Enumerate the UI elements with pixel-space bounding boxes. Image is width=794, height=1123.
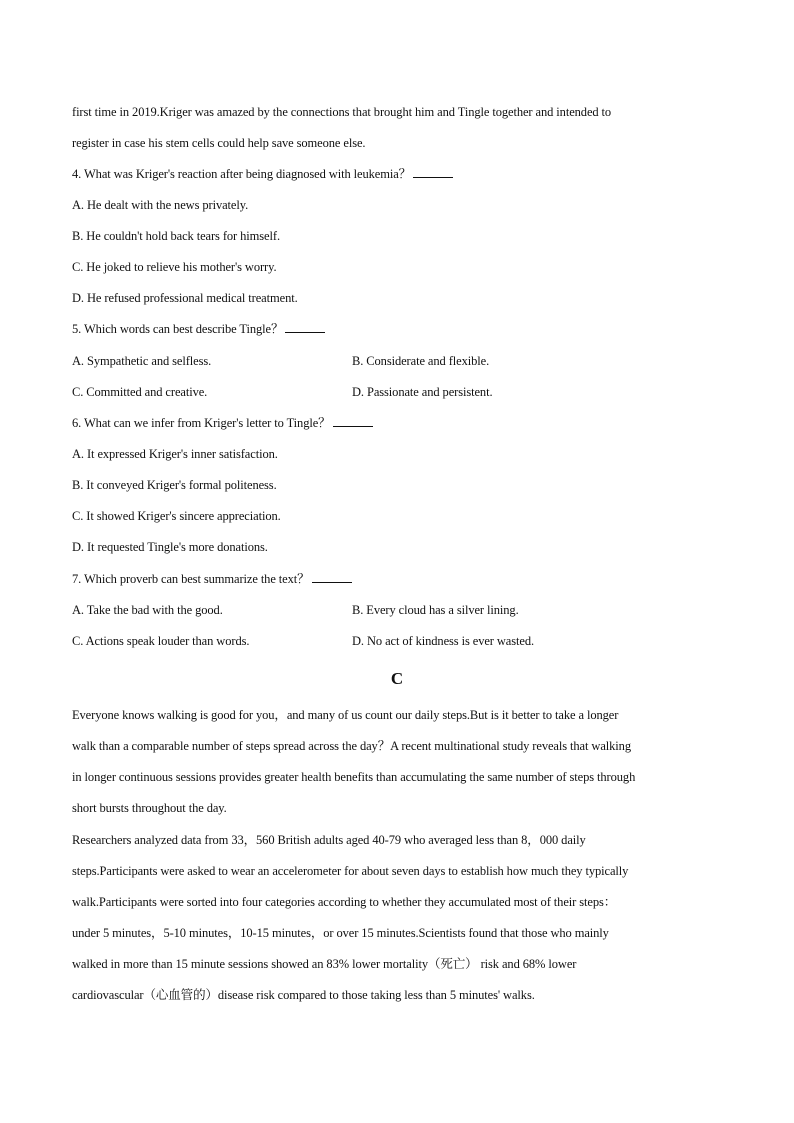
question-6-option-a: A. It expressed Kriger's inner satisfaction. (72, 447, 278, 461)
section-c-line: Everyone knows walking is good for you，and many of us count our daily steps.But is it better to take a longer (72, 708, 619, 722)
section-heading: C (390, 669, 404, 688)
question-7-option-b: B. Every cloud has a silver lining. (352, 603, 519, 617)
answer-blank (333, 416, 373, 427)
question-7-option-d: D. No act of kindness is ever wasted. (352, 634, 535, 648)
question-4-option-c: C. He joked to relieve his mother's worry. (72, 260, 277, 274)
question-6-option-d: D. It requested Tingle's more donations. (72, 540, 268, 554)
section-c-line: under 5 minutes，5-10 minutes，10-15 minutes，or over 15 minutes.Scientists found that those who mainly (72, 926, 609, 940)
question-5-stem: 5. Which words can best describe Tingle？ (72, 321, 325, 337)
answer-blank (285, 322, 325, 333)
question-4-option-a: A. He dealt with the news privately. (72, 198, 249, 212)
section-c-line: short bursts throughout the day. (72, 801, 227, 815)
question-6-option-c: C. It showed Kriger's sincere appreciation. (72, 509, 281, 523)
question-6-option-b: B. It conveyed Kriger's formal politeness. (72, 478, 277, 492)
question-7-stem: 7. Which proverb can best summarize the text？ (72, 571, 352, 587)
passage-line: first time in 2019.Kriger was amazed by the connections that brought him and Tingle together and intended to (72, 105, 612, 119)
question-5-option-c: C. Committed and creative. (72, 385, 208, 399)
section-c-line: in longer continuous sessions provides greater health benefits than accumulating the same number of steps through (72, 770, 636, 784)
section-c-line: cardiovascular（心血管的）disease risk compared to those taking less than 5 minutes' walks. (72, 988, 535, 1002)
answer-blank (312, 572, 352, 583)
section-c-line: walk than a comparable number of steps spread across the day？A recent multinational study reveals that walking (72, 739, 631, 753)
section-c-line: walk.Participants were sorted into four categories according to whether they accumulated most of their steps： (72, 895, 617, 909)
question-4-option-d: D. He refused professional medical treatment. (72, 291, 298, 305)
question-7-option-c: C. Actions speak louder than words. (72, 634, 250, 648)
question-5-option-d: D. Passionate and persistent. (352, 385, 493, 399)
section-c-line: Researchers analyzed data from 33，560 British adults aged 40-79 who averaged less than 8，000 daily (72, 833, 586, 847)
question-6-stem: 6. What can we infer from Kriger's letter to Tingle？ (72, 415, 373, 431)
question-5-option-a: A. Sympathetic and selfless. (72, 354, 212, 368)
section-c-line: walked in more than 15 minute sessions showed an 83% lower mortality（死亡） risk and 68% lower (72, 957, 577, 971)
question-4-option-b: B. He couldn't hold back tears for himself. (72, 229, 280, 243)
question-5-option-b: B. Considerate and flexible. (352, 354, 490, 368)
section-c-line: steps.Participants were asked to wear an accelerometer for about seven days to establish how much they typically (72, 864, 629, 878)
question-4-stem: 4. What was Kriger's reaction after being diagnosed with leukemia？ (72, 166, 453, 182)
question-7-option-a: A. Take the bad with the good. (72, 603, 223, 617)
answer-blank (413, 167, 453, 178)
passage-line: register in case his stem cells could help save someone else. (72, 136, 366, 150)
